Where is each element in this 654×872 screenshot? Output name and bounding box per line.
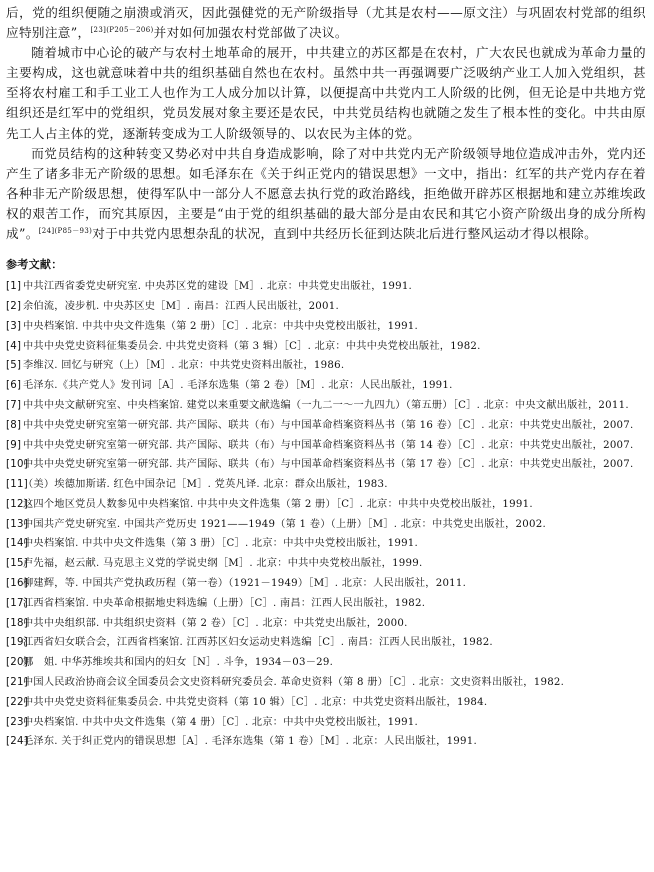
reference-text: 中共中央组织部. 中共组织史资料（第 2 卷）［C］. 北京：中共党史出版社，2000. <box>23 617 408 629</box>
reference-number: [10] <box>6 459 28 471</box>
reference-text: 娜 姐. 中华苏维埃共和国内的妇女［N］. 斗争，1934－03－29. <box>23 657 334 669</box>
reference-number: [24] <box>6 736 28 748</box>
reference-text: 中共中央党史研究室第一研究部. 共产国际、联共（布）与中国革命档案资料丛书（第 14 卷）［C］. 北京：中共党史出版社，2007. <box>23 439 634 451</box>
reference-item <box>6 318 646 336</box>
reference-text: 余伯流，凌步机. 中央苏区史［M］. 南昌：江西人民出版社，2001. <box>23 300 339 312</box>
reference-number: [4] <box>6 340 22 352</box>
reference-item <box>6 516 646 534</box>
reference-item <box>6 535 646 553</box>
reference-number: [12] <box>6 498 28 510</box>
reference-item <box>6 575 646 593</box>
reference-number: [23] <box>6 716 28 728</box>
reference-item <box>6 357 646 375</box>
body-paragraph-2: 随着城市中心论的破产与农村土地革命的展开，中共建立的苏区都是在农村，广大农民也就成为革命力量的主要构成，这也就意味着中共的组织基础自然也在农村。虽然中共一再强调要广泛吸纳产业工人加入党组织，甚至将农村雇工和手工业工人也作为工人成分加以计算，以便提高中共党内工人阶级的比例，但无论是中共地方党组织还是红军中的党组织，党员发展对象主要还是农民，中共党员结构也就随之发生了根本性的变化。中共由原先工人占主体的党，逐渐转变成为工人阶级领导的、以农民为主体的党。 <box>6 45 646 141</box>
reference-text: 中国共产党史研究室. 中国共产党历史 1921——1949（第 1 卷）（上册）［M］. 北京：中共党史出版社，2002. <box>23 518 546 530</box>
reference-item <box>6 694 646 712</box>
reference-item <box>6 377 646 395</box>
reference-item <box>6 278 646 296</box>
reference-item <box>6 298 646 316</box>
reference-text: 中共中央党史资料征集委员会. 中共党史资料（第 10 辑）［C］. 北京：中共党史资料出版社，1984. <box>23 696 488 708</box>
reference-item <box>6 417 646 435</box>
reference-text: 这四个地区党员人数参见中央档案馆. 中共中央文件选集（第 2 册）［C］. 北京：中共中央党校出版社，1991. <box>23 498 533 510</box>
reference-number: [5] <box>6 360 22 372</box>
reference-text: 中共中央文献研究室、中央档案馆. 建党以来重要文献选编（一九二一～一九四九）（第五册）［C］. 北京：中央文献出版社，2011. <box>23 399 629 411</box>
reference-item <box>6 397 646 415</box>
body-paragraph-3 <box>6 144 646 244</box>
reference-number: [17] <box>6 597 28 609</box>
reference-item <box>6 496 646 514</box>
reference-item <box>6 634 646 652</box>
reference-number: [7] <box>6 399 22 411</box>
reference-item <box>6 733 646 751</box>
reference-number: [21] <box>6 677 28 689</box>
paragraph-text: 并对如何加强农村党部做了决议。 <box>153 25 348 41</box>
reference-text: 中共中央党史资料征集委员会. 中共党史资料（第 3 辑）［C］. 北京：中共中央党校出版社，1982. <box>23 340 481 352</box>
citation-marker: [24](P85－93) <box>38 226 93 235</box>
reference-number: [14] <box>6 538 28 550</box>
reference-text: 中国人民政治协商会议全国委员会文史资料研究委员会. 革命史资料（第 8 册）［C］. 北京：文史资料出版社，1982. <box>23 677 565 689</box>
reference-item <box>6 338 646 356</box>
reference-text: 毛泽东.《共产党人》发刊词［A］. 毛泽东选集（第 2 卷）［M］. 北京：人民出版社，1991. <box>23 380 453 392</box>
reference-number: [8] <box>6 419 22 431</box>
paragraph-text: 后，党的组织便随之崩溃或消灭，因此强健党的无产阶级指导（尤其是农村——原文注）与巩固农村党部的组织应特别注意”， <box>6 5 646 41</box>
reference-text: 柳建辉，等. 中国共产党执政历程（第一卷）（1921－1949）［M］. 北京：人民出版社，2011. <box>23 578 467 590</box>
citation-marker: [23](P205－206) <box>90 25 154 34</box>
reference-number: [1] <box>6 281 22 293</box>
reference-item <box>6 654 646 672</box>
reference-text: 中央档案馆. 中共中央文件选集（第 2 册）［C］. 北京：中共中央党校出版社，1991. <box>23 320 419 332</box>
reference-text: 中共中央党史研究室第一研究部. 共产国际、联共（布）与中国革命档案资料丛书（第 16 卷）［C］. 北京：中共党史出版社，2007. <box>23 419 634 431</box>
reference-number: [11] <box>6 479 28 491</box>
reference-number: [16] <box>6 578 28 590</box>
reference-number: [20] <box>6 657 28 669</box>
reference-item <box>6 674 646 692</box>
reference-text: 毛泽东. 关于纠正党内的错误思想［A］. 毛泽东选集（第 1 卷）［M］. 北京：人民出版社，1991. <box>23 736 477 748</box>
reference-item <box>6 476 646 494</box>
reference-text: 江西省妇女联合会，江西省档案馆. 江西苏区妇女运动史料选编［C］. 南昌：江西人民出版社，1982. <box>23 637 493 649</box>
reference-text: （美）埃德加斯诺. 红色中国杂记［M］. 党英凡译. 北京：群众出版社，1983. <box>23 479 388 491</box>
reference-text: 卢先福，赵云献. 马克思主义党的学说史纲［M］. 北京：中共中央党校出版社，1999. <box>23 558 423 570</box>
reference-number: [22] <box>6 696 28 708</box>
reference-number: [3] <box>6 320 22 332</box>
reference-number: [15] <box>6 558 28 570</box>
reference-number: [6] <box>6 380 22 392</box>
reference-text: 中央档案馆. 中共中央文件选集（第 4 册）［C］. 北京：中共中央党校出版社，1991. <box>23 716 419 728</box>
reference-text: 中共中央党史研究室第一研究部. 共产国际、联共（布）与中国革命档案资料丛书（第 17 卷）［C］. 北京：中共党史出版社，2007. <box>23 459 634 471</box>
body-paragraph-1 <box>6 3 646 43</box>
reference-item <box>6 555 646 573</box>
paragraph-text: 而党员结构的这种转变又势必对中共自身造成影响，除了对中共党内无产阶级领导地位造成冲击外，党内还产生了诸多非无产阶级的思想。如毛泽东在《关于纠正党内的错误思想》一文中，指出：红军的共产党内存在着各种非无产阶级思想，使得军队中一部分人不愿意去执行党的政治路线，拒绝做开辟苏区根据地和建立苏维埃政权的艰苦工作，而究其原因，主要是“由于党的组织基础的最大部分是由农民和其它小资产阶级出身的成分所构成”。 <box>6 145 646 242</box>
reference-text: 中共江西省委党史研究室. 中央苏区党的建设［M］. 北京：中共党史出版社，1991. <box>23 281 413 293</box>
reference-text: 中央档案馆. 中共中央文件选集（第 3 册）［C］. 北京：中共中央党校出版社，1991. <box>23 538 419 550</box>
paragraph-text: 对于中共党内思想杂乱的状况，直到中共经历长征到达陕北后进行整风运动才得以根除。 <box>92 226 598 242</box>
reference-list <box>6 278 646 752</box>
reference-item <box>6 437 646 455</box>
reference-item <box>6 595 646 613</box>
reference-number: [9] <box>6 439 22 451</box>
reference-number: [19] <box>6 637 28 649</box>
reference-item <box>6 714 646 732</box>
reference-item <box>6 456 646 474</box>
reference-text: 李维汉. 回忆与研究（上）［M］. 北京：中共党史资料出版社，1986. <box>23 360 345 372</box>
reference-number: [18] <box>6 617 28 629</box>
reference-number: [2] <box>6 300 22 312</box>
references-heading: 参考文献： <box>6 258 63 272</box>
reference-text: 江西省档案馆. 中央革命根据地史料选编（上册）［C］. 南昌：江西人民出版社，1982. <box>23 597 426 609</box>
reference-number: [13] <box>6 518 28 530</box>
reference-item <box>6 615 646 633</box>
